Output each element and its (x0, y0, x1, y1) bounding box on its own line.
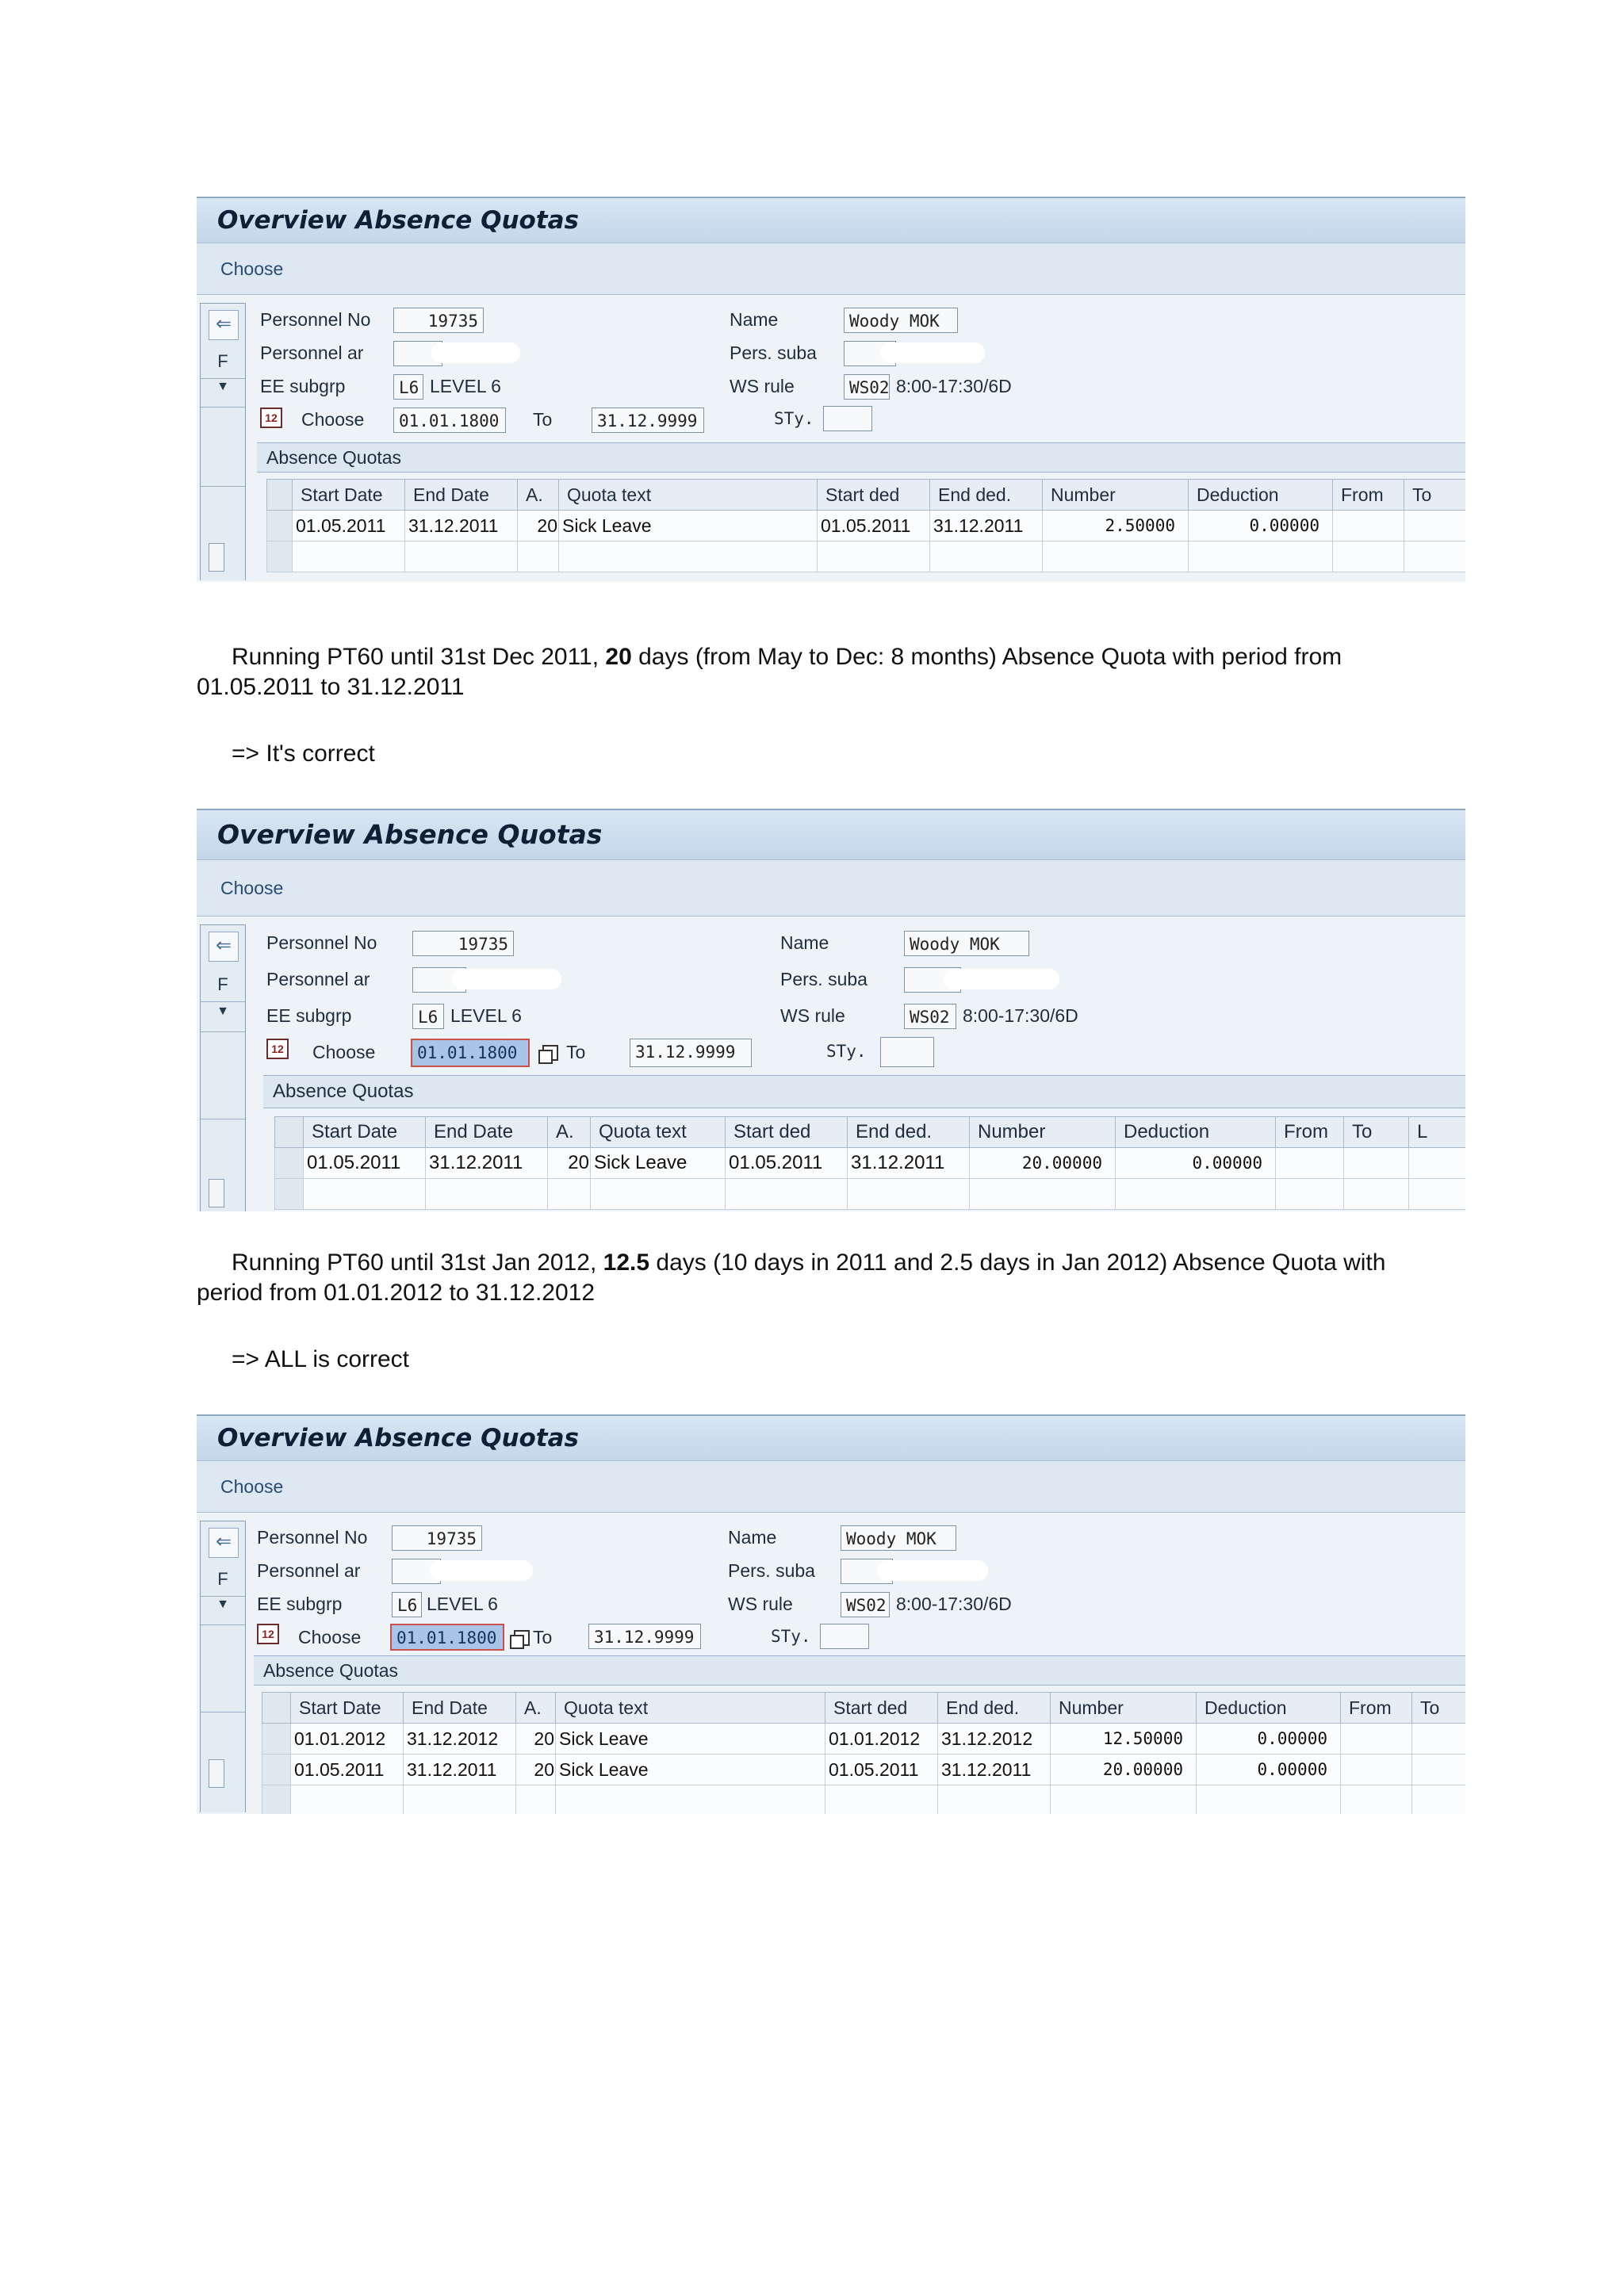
col-header[interactable]: End ded. (938, 1693, 1051, 1724)
cell (1404, 511, 1466, 541)
cell: Sick Leave (591, 1148, 726, 1179)
table-row[interactable] (267, 511, 1466, 541)
bold-days: 12.5 (603, 1249, 650, 1276)
cell: 20.00000 (970, 1148, 1116, 1179)
calendar-icon[interactable]: 12 (266, 1039, 289, 1059)
ws-rule-text: 8:00-17:30/6D (896, 376, 1012, 396)
screen-title: Overview Absence Quotas (197, 810, 1465, 860)
personnel-no-label: Personnel No (260, 309, 371, 330)
redaction-mask (431, 342, 520, 363)
col-header[interactable]: Deduction (1189, 480, 1333, 511)
row-select-header[interactable] (275, 1117, 304, 1148)
ee-subgrp-text: LEVEL 6 (427, 1594, 498, 1614)
absence-quotas-section: Absence Quotas (257, 442, 1465, 473)
personnel-ar-label: Personnel ar (266, 969, 370, 989)
choose-label: Choose (301, 409, 365, 430)
row-selector[interactable] (267, 511, 293, 541)
result-text: => It's correct (232, 740, 375, 767)
cell (1333, 511, 1404, 541)
col-header[interactable]: Quota text (591, 1117, 726, 1148)
absence-quotas-table (266, 479, 1465, 572)
f-label: F (217, 1569, 228, 1589)
ws-rule-code-field[interactable]: WS02 (844, 374, 890, 400)
row-selector[interactable] (262, 1724, 291, 1755)
cell: 2.50000 (1043, 511, 1189, 541)
col-header[interactable]: Start Date (291, 1693, 404, 1724)
col-header[interactable]: Start ded (726, 1117, 848, 1148)
cell: 01.05.2011 (825, 1755, 938, 1785)
col-header[interactable]: Start Date (293, 480, 405, 511)
cell (1412, 1755, 1466, 1785)
text: days (from May to Dec: 8 months) Absence Quota with period from (631, 644, 1342, 670)
dropdown-arrow-icon[interactable]: ▼ (216, 1598, 229, 1611)
copy-icon[interactable] (514, 1630, 530, 1646)
cell: 01.05.2011 (726, 1148, 848, 1179)
cell: 31.12.2012 (938, 1724, 1051, 1755)
choose-label: Choose (312, 1042, 376, 1062)
cell: Sick Leave (556, 1724, 825, 1755)
sap-screen-1 (197, 197, 1465, 582)
cell: 20 (518, 511, 559, 541)
redaction-mask (880, 342, 985, 363)
cell: 0.00000 (1116, 1148, 1276, 1179)
scrollbar-thumb[interactable] (209, 1759, 224, 1788)
cell: Sick Leave (556, 1755, 825, 1785)
col-header[interactable]: Number (1051, 1693, 1197, 1724)
ee-subgrp-label: EE subgrp (257, 1594, 343, 1614)
name-field[interactable]: Woody MOK (841, 1525, 956, 1551)
absence-quotas-table (262, 1692, 1465, 1814)
sap-screen-2 (197, 809, 1465, 1211)
personnel-no-label: Personnel No (257, 1527, 368, 1548)
cell: 0.00000 (1197, 1724, 1341, 1755)
cell: 01.05.2011 (304, 1148, 426, 1179)
explanation-1 (197, 642, 1442, 769)
name-field[interactable]: Woody MOK (844, 308, 958, 333)
cell: 31.12.2011 (405, 511, 518, 541)
name-label: Name (780, 932, 829, 953)
redaction-mask (877, 1560, 988, 1581)
table-row-empty[interactable] (275, 1179, 1466, 1210)
ws-rule-label: WS rule (728, 1594, 793, 1614)
sty-field[interactable] (880, 1037, 934, 1067)
ws-rule-code-field[interactable]: WS02 (904, 1004, 956, 1029)
scrollbar-thumb[interactable] (209, 543, 224, 572)
to-label: To (566, 1042, 586, 1062)
absence-quotas-table (274, 1116, 1465, 1210)
ee-subgrp-label: EE subgrp (266, 1005, 352, 1026)
col-header[interactable]: To (1404, 480, 1466, 511)
col-header[interactable]: To (1344, 1117, 1409, 1148)
choose-from-field[interactable]: 01.01.1800 (393, 408, 506, 433)
dropdown-arrow-icon[interactable]: ▼ (216, 1004, 229, 1018)
name-field[interactable]: Woody MOK (904, 931, 1029, 956)
text: Running PT60 until 31st Jan 2012, (232, 1249, 603, 1276)
choose-to-field[interactable]: 31.12.9999 (588, 1624, 701, 1649)
table-row[interactable] (262, 1724, 1466, 1755)
pers-suba-label: Pers. suba (730, 342, 817, 363)
table-row-empty[interactable] (267, 541, 1466, 572)
col-header[interactable]: From (1276, 1117, 1344, 1148)
row-selector[interactable] (275, 1179, 304, 1210)
cell: 31.12.2011 (848, 1148, 970, 1179)
cell: 31.12.2012 (404, 1724, 516, 1755)
ee-subgrp-label: EE subgrp (260, 376, 346, 396)
col-header[interactable]: End Date (405, 480, 518, 511)
col-header[interactable]: Start ded (818, 480, 930, 511)
cell (1344, 1148, 1409, 1179)
cell: 31.12.2011 (938, 1755, 1051, 1785)
text: days (10 days in 2011 and 2.5 days in Jan 2012) Absence Quota with (649, 1249, 1386, 1276)
f-label: F (217, 351, 228, 371)
choose-to-field[interactable]: 31.12.9999 (630, 1039, 752, 1067)
sty-label: STy. (774, 409, 814, 428)
redaction-mask (452, 969, 561, 989)
ee-subgrp-code-field[interactable]: L6 (412, 1004, 444, 1029)
ws-rule-text: 8:00-17:30/6D (963, 1005, 1078, 1026)
row-selector[interactable] (267, 541, 293, 572)
cell: 20 (516, 1724, 556, 1755)
col-header[interactable]: To (1412, 1693, 1466, 1724)
cell: 31.12.2011 (426, 1148, 548, 1179)
sty-label: STy. (771, 1627, 811, 1646)
ws-rule-text: 8:00-17:30/6D (896, 1594, 1012, 1614)
col-header[interactable]: A. (518, 480, 559, 511)
col-header[interactable]: End ded. (848, 1117, 970, 1148)
absence-quotas-section: Absence Quotas (254, 1655, 1465, 1686)
personnel-ar-label: Personnel ar (260, 342, 364, 363)
scrollbar-thumb[interactable] (209, 1179, 224, 1207)
left-toolbar (200, 1521, 246, 1812)
col-header[interactable]: L (1409, 1117, 1466, 1148)
row-selector[interactable] (262, 1755, 291, 1785)
dropdown-arrow-icon[interactable]: ▼ (216, 380, 229, 393)
to-label: To (533, 409, 553, 430)
result-text: => ALL is correct (232, 1346, 410, 1372)
text: Running PT60 until 31st Dec 2011, (232, 644, 606, 670)
table-row-empty[interactable] (262, 1785, 1466, 1815)
calendar-icon[interactable]: 12 (257, 1624, 279, 1644)
screen-title: Overview Absence Quotas (197, 198, 1465, 243)
cell (1341, 1724, 1412, 1755)
text: period from 01.01.2012 to 31.12.2012 (197, 1280, 596, 1306)
personnel-no-field[interactable]: 19735 (412, 931, 514, 956)
left-toolbar (200, 924, 246, 1211)
personnel-no-label: Personnel No (266, 932, 377, 953)
ee-subgrp-text: LEVEL 6 (450, 1005, 522, 1026)
left-toolbar (200, 303, 246, 580)
table-header-row (275, 1117, 1466, 1148)
col-header[interactable]: From (1341, 1693, 1412, 1724)
cell: 01.05.2011 (291, 1755, 404, 1785)
pers-suba-label: Pers. suba (728, 1560, 815, 1581)
f-label: F (217, 974, 228, 994)
calendar-icon[interactable]: 12 (260, 408, 282, 428)
screen-title: Overview Absence Quotas (197, 1416, 1465, 1461)
cell: 20 (516, 1755, 556, 1785)
col-header[interactable]: Deduction (1197, 1693, 1341, 1724)
name-label: Name (730, 309, 779, 330)
sty-field[interactable] (820, 1624, 869, 1649)
col-header[interactable]: Start Date (304, 1117, 426, 1148)
cell (1409, 1148, 1466, 1179)
personnel-no-field[interactable]: 19735 (393, 308, 484, 333)
cell: 12.50000 (1051, 1724, 1197, 1755)
to-label: To (533, 1627, 553, 1647)
col-header[interactable]: A. (548, 1117, 591, 1148)
ws-rule-label: WS rule (730, 376, 795, 396)
cell: 20.00000 (1051, 1755, 1197, 1785)
back-arrow-icon[interactable]: ⇐ (209, 310, 239, 340)
col-header[interactable]: Start ded (825, 1693, 938, 1724)
choose-to-field[interactable]: 31.12.9999 (592, 408, 704, 433)
col-header[interactable]: End Date (404, 1693, 516, 1724)
cell: 01.01.2012 (291, 1724, 404, 1755)
cell: 0.00000 (1197, 1755, 1341, 1785)
choose-from-field[interactable]: 01.01.1800 (390, 1624, 504, 1651)
cell: 0.00000 (1189, 511, 1333, 541)
sty-field[interactable] (823, 406, 872, 431)
row-select-header[interactable] (262, 1693, 291, 1724)
redaction-mask (944, 969, 1059, 989)
col-header[interactable]: End Date (426, 1117, 548, 1148)
ee-subgrp-code-field[interactable]: L6 (393, 374, 423, 400)
menu-choose[interactable]: Choose (220, 878, 284, 898)
redaction-mask (430, 1560, 533, 1581)
col-header[interactable]: Quota text (559, 480, 818, 511)
back-arrow-icon[interactable]: ⇐ (209, 1528, 239, 1558)
cell: 01.05.2011 (293, 511, 405, 541)
menu-choose[interactable]: Choose (220, 1476, 284, 1497)
cell: 01.05.2011 (818, 511, 930, 541)
personnel-ar-label: Personnel ar (257, 1560, 361, 1581)
cell: 31.12.2011 (930, 511, 1043, 541)
ws-rule-code-field[interactable]: WS02 (841, 1592, 890, 1617)
ee-subgrp-code-field[interactable]: L6 (392, 1592, 422, 1617)
col-header[interactable]: Quota text (556, 1693, 825, 1724)
col-header[interactable]: From (1333, 480, 1404, 511)
ee-subgrp-text: LEVEL 6 (430, 376, 501, 396)
row-selector[interactable] (262, 1785, 291, 1815)
row-select-header[interactable] (267, 480, 293, 511)
copy-icon[interactable] (542, 1045, 558, 1061)
sty-label: STy. (826, 1042, 867, 1061)
back-arrow-icon[interactable]: ⇐ (209, 932, 239, 962)
table-header-row (267, 480, 1466, 511)
cell (1412, 1724, 1466, 1755)
table-row[interactable] (262, 1755, 1466, 1785)
bold-days: 20 (605, 644, 632, 670)
menu-choose[interactable]: Choose (220, 258, 284, 279)
col-header[interactable]: Number (970, 1117, 1116, 1148)
col-header[interactable]: Number (1043, 480, 1189, 511)
choose-from-field[interactable]: 01.01.1800 (411, 1039, 530, 1067)
col-header[interactable]: A. (516, 1693, 556, 1724)
col-header[interactable]: End ded. (930, 480, 1043, 511)
table-row[interactable] (275, 1148, 1466, 1179)
cell: Sick Leave (559, 511, 818, 541)
choose-label: Choose (298, 1627, 362, 1647)
pers-suba-label: Pers. suba (780, 969, 868, 989)
absence-quotas-section: Absence Quotas (263, 1075, 1465, 1108)
name-label: Name (728, 1527, 777, 1548)
personnel-no-field[interactable]: 19735 (392, 1525, 482, 1551)
table-header-row (262, 1693, 1466, 1724)
cell: 01.01.2012 (825, 1724, 938, 1755)
cell (1341, 1755, 1412, 1785)
sap-screen-3 (197, 1414, 1465, 1814)
explanation-2 (197, 1248, 1442, 1375)
col-header[interactable]: Deduction (1116, 1117, 1276, 1148)
cell: 31.12.2011 (404, 1755, 516, 1785)
text: 01.05.2011 to 31.12.2011 (197, 674, 465, 700)
row-selector[interactable] (275, 1148, 304, 1179)
ws-rule-label: WS rule (780, 1005, 845, 1026)
cell (1276, 1148, 1344, 1179)
cell: 20 (548, 1148, 591, 1179)
